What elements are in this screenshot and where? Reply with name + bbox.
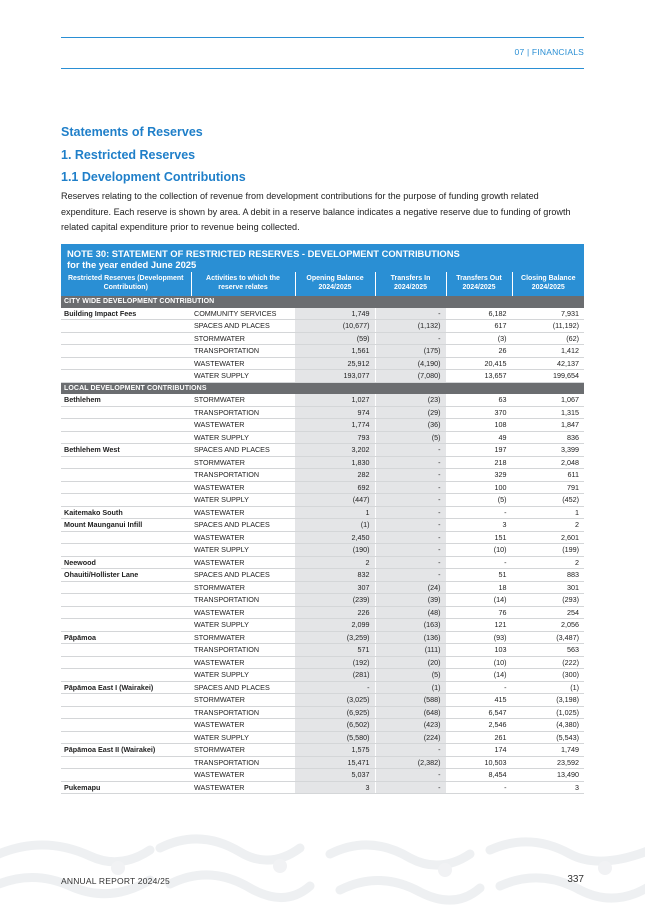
- reserve-name-cell: [61, 419, 191, 432]
- reserve-name-cell: Mount Maunganui Infill: [61, 519, 191, 532]
- activity-cell: WATER SUPPLY: [191, 619, 295, 632]
- reserve-name-cell: [61, 456, 191, 469]
- opening-balance-cell: 2,450: [295, 531, 375, 544]
- reserve-name-cell: Ohauiti/Hollister Lane: [61, 569, 191, 582]
- transfers-in-cell: (20): [375, 656, 446, 669]
- transfers-in-cell: (5): [375, 669, 446, 682]
- reserve-name-cell: [61, 469, 191, 482]
- transfers-in-cell: -: [375, 556, 446, 569]
- table-row: [61, 494, 584, 507]
- activity-cell: WASTEWATER: [191, 769, 295, 782]
- reserve-name-cell: Building Impact Fees: [61, 308, 191, 320]
- closing-balance-cell: 7,931: [512, 308, 584, 320]
- reserve-name-cell: [61, 431, 191, 444]
- transfers-out-cell: -: [446, 781, 512, 794]
- transfers-out-cell: 100: [446, 481, 512, 494]
- col-header-reserve: Restricted Reserves (Development Contribution): [61, 272, 191, 296]
- reserve-name-cell: [61, 357, 191, 370]
- opening-balance-cell: 3: [295, 781, 375, 794]
- closing-balance-cell: 883: [512, 569, 584, 582]
- opening-balance-cell: 793: [295, 431, 375, 444]
- opening-balance-cell: 1: [295, 506, 375, 519]
- transfers-out-cell: 103: [446, 644, 512, 657]
- opening-balance-cell: (1): [295, 519, 375, 532]
- table-header-row: [61, 272, 584, 296]
- closing-balance-cell: 3,399: [512, 444, 584, 457]
- activity-cell: TRANSPORTATION: [191, 406, 295, 419]
- transfers-in-cell: (648): [375, 706, 446, 719]
- col-header-activity: Activities to which the reserve relates: [191, 272, 295, 296]
- opening-balance-cell: (3,025): [295, 694, 375, 707]
- section-title: CITY WIDE DEVELOPMENT CONTRIBUTION: [61, 296, 584, 308]
- transfers-out-cell: (10): [446, 656, 512, 669]
- closing-balance-cell: 563: [512, 644, 584, 657]
- closing-balance-cell: (293): [512, 594, 584, 607]
- reserve-name-cell: Pāpāmoa East I (Wairakei): [61, 681, 191, 694]
- activity-cell: COMMUNITY SERVICES: [191, 308, 295, 320]
- closing-balance-cell: 23,592: [512, 756, 584, 769]
- activity-cell: WASTEWATER: [191, 656, 295, 669]
- opening-balance-cell: 5,037: [295, 769, 375, 782]
- opening-balance-cell: (6,925): [295, 706, 375, 719]
- transfers-out-cell: 121: [446, 619, 512, 632]
- closing-balance-cell: 1,749: [512, 744, 584, 757]
- transfers-out-cell: 26: [446, 345, 512, 358]
- transfers-in-cell: (163): [375, 619, 446, 632]
- reserve-name-cell: Pukemapu: [61, 781, 191, 794]
- transfers-out-cell: (93): [446, 631, 512, 644]
- table-row: [61, 669, 584, 682]
- opening-balance-cell: 3,202: [295, 444, 375, 457]
- reserve-name-cell: [61, 320, 191, 333]
- table-row: [61, 581, 584, 594]
- activity-cell: SPACES AND PLACES: [191, 444, 295, 457]
- transfers-in-cell: -: [375, 744, 446, 757]
- closing-balance-cell: (3,198): [512, 694, 584, 707]
- transfers-in-cell: (7,080): [375, 370, 446, 383]
- activity-cell: STORMWATER: [191, 581, 295, 594]
- closing-balance-cell: (452): [512, 494, 584, 507]
- table-subtitle: for the year ended June 2025: [67, 259, 197, 270]
- transfers-out-cell: 108: [446, 419, 512, 432]
- opening-balance-cell: (3,259): [295, 631, 375, 644]
- closing-balance-cell: 42,137: [512, 357, 584, 370]
- reserve-name-cell: Neewood: [61, 556, 191, 569]
- transfers-in-cell: (588): [375, 694, 446, 707]
- opening-balance-cell: (281): [295, 669, 375, 682]
- reserve-name-cell: [61, 494, 191, 507]
- activity-cell: WASTEWATER: [191, 606, 295, 619]
- table-row: [61, 744, 584, 757]
- table-row: [61, 731, 584, 744]
- transfers-out-cell: (10): [446, 544, 512, 557]
- transfers-out-cell: (14): [446, 594, 512, 607]
- transfers-in-cell: -: [375, 308, 446, 320]
- closing-balance-cell: 2,056: [512, 619, 584, 632]
- opening-balance-cell: 1,830: [295, 456, 375, 469]
- opening-balance-cell: 15,471: [295, 756, 375, 769]
- closing-balance-cell: 1,847: [512, 419, 584, 432]
- table-row: [61, 681, 584, 694]
- reserve-name-cell: [61, 706, 191, 719]
- transfers-out-cell: 329: [446, 469, 512, 482]
- activity-cell: WASTEWATER: [191, 506, 295, 519]
- transfers-out-cell: 76: [446, 606, 512, 619]
- activity-cell: WASTEWATER: [191, 556, 295, 569]
- opening-balance-cell: 832: [295, 569, 375, 582]
- opening-balance-cell: 2,099: [295, 619, 375, 632]
- transfers-in-cell: -: [375, 332, 446, 345]
- activity-cell: SPACES AND PLACES: [191, 681, 295, 694]
- transfers-in-cell: -: [375, 444, 446, 457]
- transfers-out-cell: -: [446, 506, 512, 519]
- reserve-name-cell: [61, 406, 191, 419]
- opening-balance-cell: -: [295, 681, 375, 694]
- transfers-in-cell: -: [375, 769, 446, 782]
- transfers-out-cell: 151: [446, 531, 512, 544]
- transfers-out-cell: 218: [446, 456, 512, 469]
- reserve-name-cell: [61, 694, 191, 707]
- closing-balance-cell: 1,412: [512, 345, 584, 358]
- reserve-name-cell: [61, 644, 191, 657]
- section-title: LOCAL DEVELOPMENT CONTRIBUTIONS: [61, 382, 584, 394]
- activity-cell: WATER SUPPLY: [191, 669, 295, 682]
- table-row: [61, 357, 584, 370]
- closing-balance-cell: 1,315: [512, 406, 584, 419]
- table-body: [61, 296, 584, 794]
- transfers-out-cell: -: [446, 556, 512, 569]
- transfers-out-cell: 6,182: [446, 308, 512, 320]
- reserve-name-cell: Pāpāmoa East II (Wairakei): [61, 744, 191, 757]
- activity-cell: WATER SUPPLY: [191, 731, 295, 744]
- section-header-row: [61, 296, 584, 308]
- intro-paragraph: Reserves relating to the collection of revenue from development contributions for the purpose of funding growth related expenditure. Each reserve is shown by area. A debit in a reserve balance indicates a negative reserve due to funding of growth related capital expenditure prior to revenue being collected.: [61, 191, 571, 232]
- page-number: 337: [567, 874, 584, 885]
- opening-balance-cell: 1,561: [295, 345, 375, 358]
- table-row: [61, 719, 584, 732]
- opening-balance-cell: 2: [295, 556, 375, 569]
- activity-cell: WATER SUPPLY: [191, 494, 295, 507]
- table-row: [61, 345, 584, 358]
- opening-balance-cell: 282: [295, 469, 375, 482]
- transfers-in-cell: -: [375, 481, 446, 494]
- opening-balance-cell: (239): [295, 594, 375, 607]
- closing-balance-cell: (199): [512, 544, 584, 557]
- table-row: [61, 756, 584, 769]
- activity-cell: TRANSPORTATION: [191, 469, 295, 482]
- col-header-transfers-out: Transfers Out 2024/2025: [446, 272, 512, 296]
- reserve-name-cell: Pāpāmoa: [61, 631, 191, 644]
- transfers-in-cell: (423): [375, 719, 446, 732]
- transfers-in-cell: -: [375, 469, 446, 482]
- opening-balance-cell: 571: [295, 644, 375, 657]
- activity-cell: WASTEWATER: [191, 481, 295, 494]
- reserve-name-cell: Kaitemako South: [61, 506, 191, 519]
- closing-balance-cell: (1,025): [512, 706, 584, 719]
- reserve-name-cell: [61, 332, 191, 345]
- transfers-in-cell: (4,190): [375, 357, 446, 370]
- transfers-out-cell: 18: [446, 581, 512, 594]
- reserve-name-cell: [61, 594, 191, 607]
- table-title-banner: [61, 244, 584, 272]
- reserve-name-cell: Bethlehem: [61, 394, 191, 406]
- transfers-out-cell: 51: [446, 569, 512, 582]
- table-row: [61, 419, 584, 432]
- top-rule: [61, 37, 584, 38]
- table-row: [61, 481, 584, 494]
- opening-balance-cell: 1,575: [295, 744, 375, 757]
- closing-balance-cell: 301: [512, 581, 584, 594]
- transfers-in-cell: (175): [375, 345, 446, 358]
- closing-balance-cell: 3: [512, 781, 584, 794]
- transfers-out-cell: (5): [446, 494, 512, 507]
- table-row: [61, 569, 584, 582]
- reserve-name-cell: [61, 345, 191, 358]
- transfers-out-cell: 20,415: [446, 357, 512, 370]
- transfers-in-cell: (1): [375, 681, 446, 694]
- activity-cell: WATER SUPPLY: [191, 431, 295, 444]
- transfers-out-cell: 415: [446, 694, 512, 707]
- opening-balance-cell: (10,677): [295, 320, 375, 333]
- closing-balance-cell: (62): [512, 332, 584, 345]
- activity-cell: WATER SUPPLY: [191, 544, 295, 557]
- closing-balance-cell: 791: [512, 481, 584, 494]
- opening-balance-cell: 226: [295, 606, 375, 619]
- table-row: [61, 694, 584, 707]
- opening-balance-cell: 1,027: [295, 394, 375, 406]
- table-row: [61, 332, 584, 345]
- transfers-in-cell: -: [375, 456, 446, 469]
- table-row: [61, 631, 584, 644]
- closing-balance-cell: (1): [512, 681, 584, 694]
- table-row: [61, 606, 584, 619]
- closing-balance-cell: 836: [512, 431, 584, 444]
- activity-cell: STORMWATER: [191, 394, 295, 406]
- reserve-name-cell: [61, 606, 191, 619]
- table-row: [61, 519, 584, 532]
- reserve-name-cell: [61, 756, 191, 769]
- transfers-in-cell: (36): [375, 419, 446, 432]
- transfers-out-cell: (3): [446, 332, 512, 345]
- reserve-name-cell: [61, 581, 191, 594]
- transfers-in-cell: (224): [375, 731, 446, 744]
- opening-balance-cell: 974: [295, 406, 375, 419]
- transfers-out-cell: 10,503: [446, 756, 512, 769]
- table-row: [61, 656, 584, 669]
- col-header-opening: Opening Balance 2024/2025: [295, 272, 375, 296]
- table-row: [61, 406, 584, 419]
- reserve-name-cell: [61, 531, 191, 544]
- closing-balance-cell: 254: [512, 606, 584, 619]
- transfers-in-cell: (23): [375, 394, 446, 406]
- transfers-in-cell: (2,382): [375, 756, 446, 769]
- closing-balance-cell: 1: [512, 506, 584, 519]
- footer-report-name: ANNUAL REPORT 2024/25: [61, 876, 170, 886]
- transfers-in-cell: -: [375, 569, 446, 582]
- reserve-name-cell: [61, 769, 191, 782]
- activity-cell: SPACES AND PLACES: [191, 519, 295, 532]
- table-row: [61, 431, 584, 444]
- transfers-in-cell: (136): [375, 631, 446, 644]
- col-header-transfers-in: Transfers In 2024/2025: [375, 272, 446, 296]
- table-row: [61, 706, 584, 719]
- reserve-name-cell: [61, 481, 191, 494]
- table-row: [61, 644, 584, 657]
- table-row: [61, 370, 584, 383]
- opening-balance-cell: 307: [295, 581, 375, 594]
- subsection-heading: 1.1 Development Contributions: [61, 170, 246, 184]
- reserve-name-cell: [61, 719, 191, 732]
- closing-balance-cell: 611: [512, 469, 584, 482]
- closing-balance-cell: (300): [512, 669, 584, 682]
- page-title: Statements of Reserves: [61, 125, 203, 139]
- activity-cell: SPACES AND PLACES: [191, 320, 295, 333]
- koru-pattern-icon: [0, 828, 645, 912]
- opening-balance-cell: 1,749: [295, 308, 375, 320]
- table-row: [61, 444, 584, 457]
- activity-cell: TRANSPORTATION: [191, 594, 295, 607]
- activity-cell: TRANSPORTATION: [191, 706, 295, 719]
- activity-cell: WASTEWATER: [191, 719, 295, 732]
- col-header-closing: Closing Balance 2024/2025: [512, 272, 584, 296]
- transfers-in-cell: (29): [375, 406, 446, 419]
- transfers-out-cell: 8,454: [446, 769, 512, 782]
- transfers-out-cell: -: [446, 681, 512, 694]
- opening-balance-cell: 193,077: [295, 370, 375, 383]
- activity-cell: STORMWATER: [191, 631, 295, 644]
- table-row: [61, 594, 584, 607]
- transfers-out-cell: 197: [446, 444, 512, 457]
- activity-cell: TRANSPORTATION: [191, 756, 295, 769]
- closing-balance-cell: (222): [512, 656, 584, 669]
- closing-balance-cell: 2: [512, 556, 584, 569]
- closing-balance-cell: (11,192): [512, 320, 584, 333]
- table-row: [61, 769, 584, 782]
- closing-balance-cell: 2,048: [512, 456, 584, 469]
- closing-balance-cell: (4,380): [512, 719, 584, 732]
- opening-balance-cell: (6,502): [295, 719, 375, 732]
- activity-cell: WASTEWATER: [191, 357, 295, 370]
- closing-balance-cell: (5,543): [512, 731, 584, 744]
- activity-cell: STORMWATER: [191, 744, 295, 757]
- table-row: [61, 394, 584, 406]
- reserve-name-cell: [61, 656, 191, 669]
- transfers-out-cell: 3: [446, 519, 512, 532]
- transfers-in-cell: -: [375, 544, 446, 557]
- table-row: [61, 506, 584, 519]
- transfers-in-cell: -: [375, 506, 446, 519]
- opening-balance-cell: 692: [295, 481, 375, 494]
- transfers-out-cell: 617: [446, 320, 512, 333]
- activity-cell: TRANSPORTATION: [191, 644, 295, 657]
- opening-balance-cell: 25,912: [295, 357, 375, 370]
- activity-cell: TRANSPORTATION: [191, 345, 295, 358]
- transfers-in-cell: (111): [375, 644, 446, 657]
- activity-cell: WASTEWATER: [191, 531, 295, 544]
- transfers-in-cell: -: [375, 519, 446, 532]
- opening-balance-cell: (192): [295, 656, 375, 669]
- transfers-out-cell: 6,547: [446, 706, 512, 719]
- transfers-out-cell: 261: [446, 731, 512, 744]
- table-row: [61, 556, 584, 569]
- reserve-name-cell: Bethlehem West: [61, 444, 191, 457]
- reserves-table: [61, 272, 584, 794]
- activity-cell: STORMWATER: [191, 332, 295, 345]
- reserve-name-cell: [61, 731, 191, 744]
- transfers-out-cell: 63: [446, 394, 512, 406]
- closing-balance-cell: (3,487): [512, 631, 584, 644]
- opening-balance-cell: (447): [295, 494, 375, 507]
- transfers-out-cell: 49: [446, 431, 512, 444]
- opening-balance-cell: (59): [295, 332, 375, 345]
- table-row: [61, 781, 584, 794]
- closing-balance-cell: 199,654: [512, 370, 584, 383]
- activity-cell: SPACES AND PLACES: [191, 569, 295, 582]
- activity-cell: WASTEWATER: [191, 781, 295, 794]
- closing-balance-cell: 2,601: [512, 531, 584, 544]
- section-tag: 07 | FINANCIALS: [514, 47, 584, 57]
- activity-cell: WATER SUPPLY: [191, 370, 295, 383]
- header-rule: [61, 68, 584, 69]
- transfers-in-cell: (1,132): [375, 320, 446, 333]
- reserve-name-cell: [61, 669, 191, 682]
- table-row: [61, 456, 584, 469]
- opening-balance-cell: (5,580): [295, 731, 375, 744]
- transfers-out-cell: 2,546: [446, 719, 512, 732]
- closing-balance-cell: 1,067: [512, 394, 584, 406]
- footer-pattern: [0, 828, 645, 912]
- transfers-in-cell: (24): [375, 581, 446, 594]
- reserve-name-cell: [61, 544, 191, 557]
- reserve-name-cell: [61, 370, 191, 383]
- transfers-out-cell: (14): [446, 669, 512, 682]
- section-heading: 1. Restricted Reserves: [61, 148, 196, 162]
- activity-cell: STORMWATER: [191, 694, 295, 707]
- activity-cell: WASTEWATER: [191, 419, 295, 432]
- transfers-in-cell: (48): [375, 606, 446, 619]
- table-title: NOTE 30: STATEMENT OF RESTRICTED RESERVES - DEVELOPMENT CONTRIBUTIONS: [67, 248, 460, 259]
- table-row: [61, 469, 584, 482]
- opening-balance-cell: 1,774: [295, 419, 375, 432]
- opening-balance-cell: (190): [295, 544, 375, 557]
- transfers-out-cell: 174: [446, 744, 512, 757]
- closing-balance-cell: 2: [512, 519, 584, 532]
- table-row: [61, 308, 584, 320]
- transfers-in-cell: (39): [375, 594, 446, 607]
- transfers-out-cell: 370: [446, 406, 512, 419]
- transfers-in-cell: -: [375, 781, 446, 794]
- table-row: [61, 544, 584, 557]
- transfers-in-cell: -: [375, 531, 446, 544]
- table-row: [61, 619, 584, 632]
- table-row: [61, 531, 584, 544]
- closing-balance-cell: 13,490: [512, 769, 584, 782]
- section-header-row: [61, 382, 584, 394]
- transfers-in-cell: (5): [375, 431, 446, 444]
- table-row: [61, 320, 584, 333]
- transfers-in-cell: -: [375, 494, 446, 507]
- activity-cell: STORMWATER: [191, 456, 295, 469]
- reserve-name-cell: [61, 619, 191, 632]
- transfers-out-cell: 13,657: [446, 370, 512, 383]
